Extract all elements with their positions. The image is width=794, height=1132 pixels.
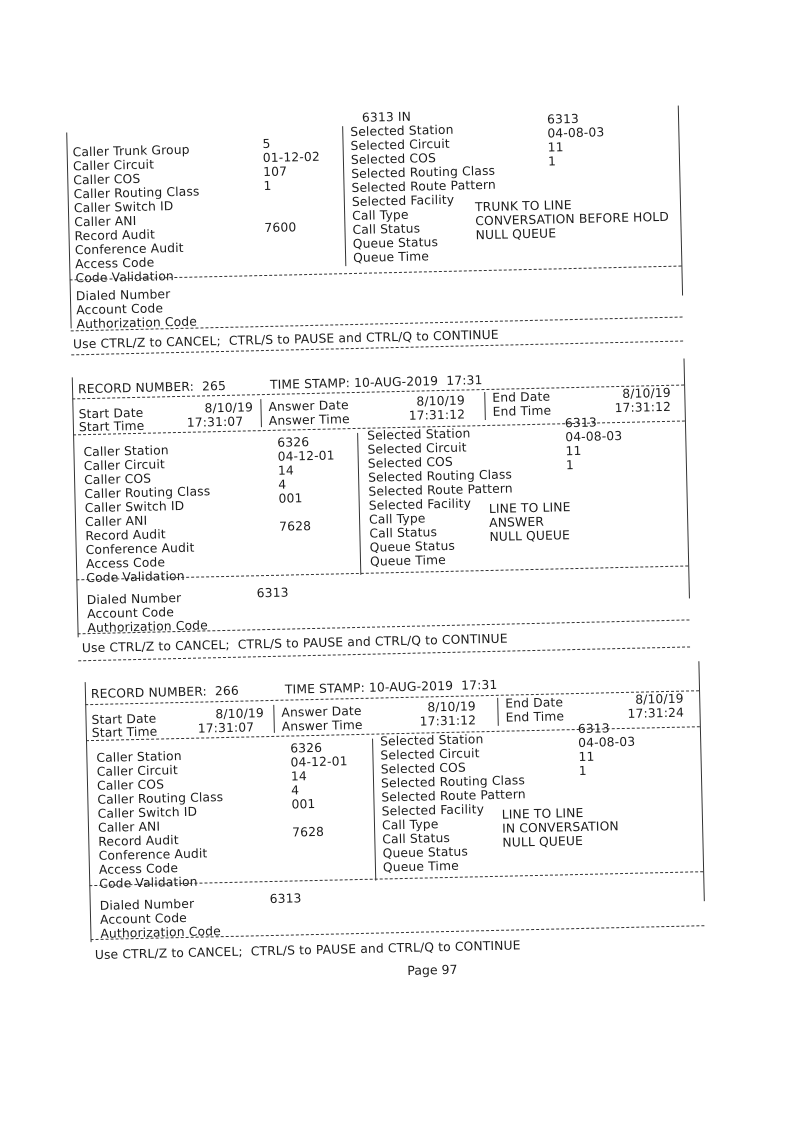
field-label: Caller Circuit xyxy=(83,457,166,474)
field-value: 1 xyxy=(263,178,272,193)
field-label: Dialed Number xyxy=(86,590,182,608)
field-value: 1 xyxy=(578,763,587,778)
answer-date: 8/10/19 xyxy=(416,393,466,409)
field-value: NULL QUEUE xyxy=(489,528,571,544)
end-date-label: End Date xyxy=(492,389,551,405)
end-date-label: End Date xyxy=(505,695,564,711)
field-label: Caller ANI xyxy=(97,819,161,835)
field-value: 6326 xyxy=(277,435,310,450)
field-label: Caller Station xyxy=(83,443,169,460)
field-value: 04-12-01 xyxy=(290,754,348,770)
end-date: 8/10/19 xyxy=(635,691,684,707)
field-label: Account Code xyxy=(86,605,175,622)
field-label: Caller ANI xyxy=(84,513,148,530)
field-value: 1 xyxy=(547,154,557,169)
end-time-label: End Time xyxy=(492,403,552,419)
field-value: 5 xyxy=(262,136,271,152)
answer-date-label: Answer Date xyxy=(268,398,349,414)
field-label: Selected Station xyxy=(350,122,454,140)
field-label: Authorization Code xyxy=(76,314,198,332)
start-date: 8/10/19 xyxy=(215,706,265,722)
field-label: Selected Station xyxy=(379,732,484,749)
field-label: Caller Switch ID xyxy=(84,498,185,516)
field-label: Account Code xyxy=(99,910,188,927)
left-border xyxy=(66,132,71,328)
field-label: Selected Circuit xyxy=(380,746,480,763)
field-value: 11 xyxy=(578,749,595,764)
field-label: Call Status xyxy=(352,221,421,237)
field-label: Selected Route Pattern xyxy=(351,177,497,196)
field-label: Selected Route Pattern xyxy=(368,481,513,499)
start-date-label: Start Date xyxy=(78,405,144,422)
answer-date-label: Answer Date xyxy=(281,703,362,720)
field-label: Caller COS xyxy=(73,171,141,188)
field-value: 14 xyxy=(277,463,295,478)
field-label: Selected Facility xyxy=(381,802,485,819)
field-label: Selected Routing Class xyxy=(351,163,496,182)
field-value: LINE TO LINE xyxy=(501,805,584,822)
left-border xyxy=(85,682,92,942)
field-label: Caller Switch ID xyxy=(73,199,174,216)
field-value: 4 xyxy=(278,477,287,492)
field-value: CONVERSATION BEFORE HOLD xyxy=(475,209,670,229)
field-label: Record Audit xyxy=(85,527,166,544)
field-label: Selected Circuit xyxy=(350,136,450,154)
start-time-label: Start Time xyxy=(78,418,145,435)
column-divider xyxy=(273,705,275,733)
field-value: 11 xyxy=(565,443,582,459)
field-value: LINE TO LINE xyxy=(488,500,571,516)
field-value: 4 xyxy=(291,783,300,798)
field-label: Call Status xyxy=(369,525,438,541)
field-label: Selected Routing Class xyxy=(367,467,513,485)
right-border xyxy=(698,661,704,901)
field-value: 04-12-01 xyxy=(277,448,335,464)
field-value: 6326 xyxy=(290,740,323,756)
field-value: 14 xyxy=(290,769,307,784)
continue-prompt: Use CTRL/Z to CANCEL; CTRL/S to PAUSE and CTRL/Q to CONTINUE xyxy=(81,631,508,656)
field-label: Selected Circuit xyxy=(367,440,467,457)
timestamp: TIME STAMP: 10-AUG-2019 17:31 xyxy=(284,677,498,697)
column-divider xyxy=(484,392,486,420)
field-label: Conference Audit xyxy=(74,240,184,258)
field-value: 11 xyxy=(547,140,564,155)
field-value: 01-12-02 xyxy=(262,149,321,166)
field-label: Selected Station xyxy=(367,426,471,443)
field-label: Queue Status xyxy=(369,538,456,555)
field-value: 6313 xyxy=(269,891,302,907)
field-label: Call Type xyxy=(368,511,426,527)
field-label: Conference Audit xyxy=(85,540,195,558)
field-label: Call Status xyxy=(382,830,451,847)
start-date-label: Start Date xyxy=(91,711,157,728)
record-number: RECORD NUMBER: 266 xyxy=(90,683,240,702)
end-time: 17:31:12 xyxy=(614,399,672,416)
continue-prompt: Use CTRL/Z to CANCEL; CTRL/S to PAUSE and CTRL/Q to CONTINUE xyxy=(72,327,499,352)
field-label: Queue Time xyxy=(352,249,430,265)
field-label: Queue Time xyxy=(382,858,460,875)
continue-prompt: Use CTRL/Z to CANCEL; CTRL/S to PAUSE and CTRL/Q to CONTINUE xyxy=(94,938,521,963)
field-label: Caller Routing Class xyxy=(84,484,211,502)
field-label: Access Code xyxy=(85,555,166,572)
field-value: 001 xyxy=(291,796,316,812)
start-time-label: Start Time xyxy=(91,724,158,741)
field-label: Caller ANI xyxy=(74,213,137,230)
field-label: Caller COS xyxy=(96,777,165,793)
end-date: 8/10/19 xyxy=(622,385,671,401)
field-label: Access Code xyxy=(98,861,179,877)
start-time: 17:31:07 xyxy=(186,414,244,430)
field-value: 7628 xyxy=(279,519,312,534)
field-label: Record Audit xyxy=(98,833,179,849)
top-record-fragment xyxy=(0,0,781,352)
field-value: 6313 xyxy=(564,415,597,431)
end-time-label: End Time xyxy=(505,709,565,725)
field-value: ANSWER xyxy=(489,514,545,530)
column-divider xyxy=(260,399,262,427)
field-label: Code Validation xyxy=(99,874,198,891)
field-label: Selected Route Pattern xyxy=(381,787,526,805)
field-label: Dialed Number xyxy=(75,287,171,304)
start-time: 17:31:07 xyxy=(197,720,255,736)
field-label: Caller Circuit xyxy=(96,763,179,779)
field-label: Selected COS xyxy=(350,151,437,168)
record-number: RECORD NUMBER: 265 xyxy=(77,378,227,397)
field-label: Caller Station xyxy=(96,749,182,765)
field-label: Access Code xyxy=(75,255,155,272)
field-label: Queue Status xyxy=(382,844,469,861)
field-label: Call Type xyxy=(352,207,409,223)
timestamp: TIME STAMP: 10-AUG-2019 17:31 xyxy=(269,373,483,392)
field-value: 001 xyxy=(278,491,303,506)
field-label: Code Validation xyxy=(75,269,175,286)
field-value: NULL QUEUE xyxy=(502,833,584,850)
field-value: IN CONVERSATION xyxy=(501,819,619,836)
field-label: Call Type xyxy=(381,817,439,833)
field-label: Selected Routing Class xyxy=(380,773,526,791)
field-value: 04-08-03 xyxy=(565,428,623,445)
field-value: NULL QUEUE xyxy=(475,226,557,243)
column-divider xyxy=(342,126,346,266)
field-label: Selected Facility xyxy=(351,192,455,209)
field-label: Code Validation xyxy=(86,568,185,586)
field-value: TRUNK TO LINE xyxy=(474,198,572,215)
field-value: 1 xyxy=(565,458,575,473)
field-value: 6313 xyxy=(577,721,610,737)
field-value: 04-08-03 xyxy=(547,125,605,141)
column-divider xyxy=(497,698,499,726)
answer-time-label: Answer Time xyxy=(281,717,363,734)
field-label: Conference Audit xyxy=(98,846,208,863)
answer-time: 17:31:12 xyxy=(419,713,477,729)
field-label: Authorization Code xyxy=(100,924,221,941)
field-label: Selected COS xyxy=(367,454,454,471)
field-label: Account Code xyxy=(76,301,164,318)
answer-time: 17:31:12 xyxy=(408,407,466,423)
field-label: Caller Trunk Group xyxy=(72,142,190,160)
start-date: 8/10/19 xyxy=(204,400,254,416)
field-label: Caller COS xyxy=(83,471,152,488)
page-number: Page 97 xyxy=(407,961,458,978)
end-time: 17:31:24 xyxy=(627,705,685,721)
field-label: Selected COS xyxy=(380,760,466,777)
field-label: Caller Routing Class xyxy=(97,790,224,807)
right-border xyxy=(684,358,690,598)
column-divider xyxy=(357,433,361,575)
field-label: Selected Facility xyxy=(368,496,472,513)
field-value: 7628 xyxy=(291,824,325,840)
answer-time-label: Answer Time xyxy=(268,412,350,428)
field-value: 6313 xyxy=(546,111,580,127)
field-label: Dialed Number xyxy=(99,896,195,913)
field-label: Authorization Code xyxy=(87,618,209,636)
fragment-header: 6313 IN xyxy=(361,109,412,125)
field-label: Caller Circuit xyxy=(72,157,155,174)
field-value: 107 xyxy=(263,164,288,180)
field-label: Caller Switch ID xyxy=(97,804,198,821)
left-border xyxy=(72,377,79,637)
right-border xyxy=(678,106,683,296)
field-label: Queue Time xyxy=(369,552,447,569)
field-label: Caller Routing Class xyxy=(73,184,200,202)
field-value: 04-08-03 xyxy=(578,734,636,751)
column-divider xyxy=(372,739,376,881)
answer-date: 8/10/19 xyxy=(427,699,476,715)
field-label: Record Audit xyxy=(74,227,156,244)
field-value: 6313 xyxy=(256,585,289,601)
field-label: Queue Status xyxy=(352,235,439,251)
field-value: 7600 xyxy=(264,220,297,235)
